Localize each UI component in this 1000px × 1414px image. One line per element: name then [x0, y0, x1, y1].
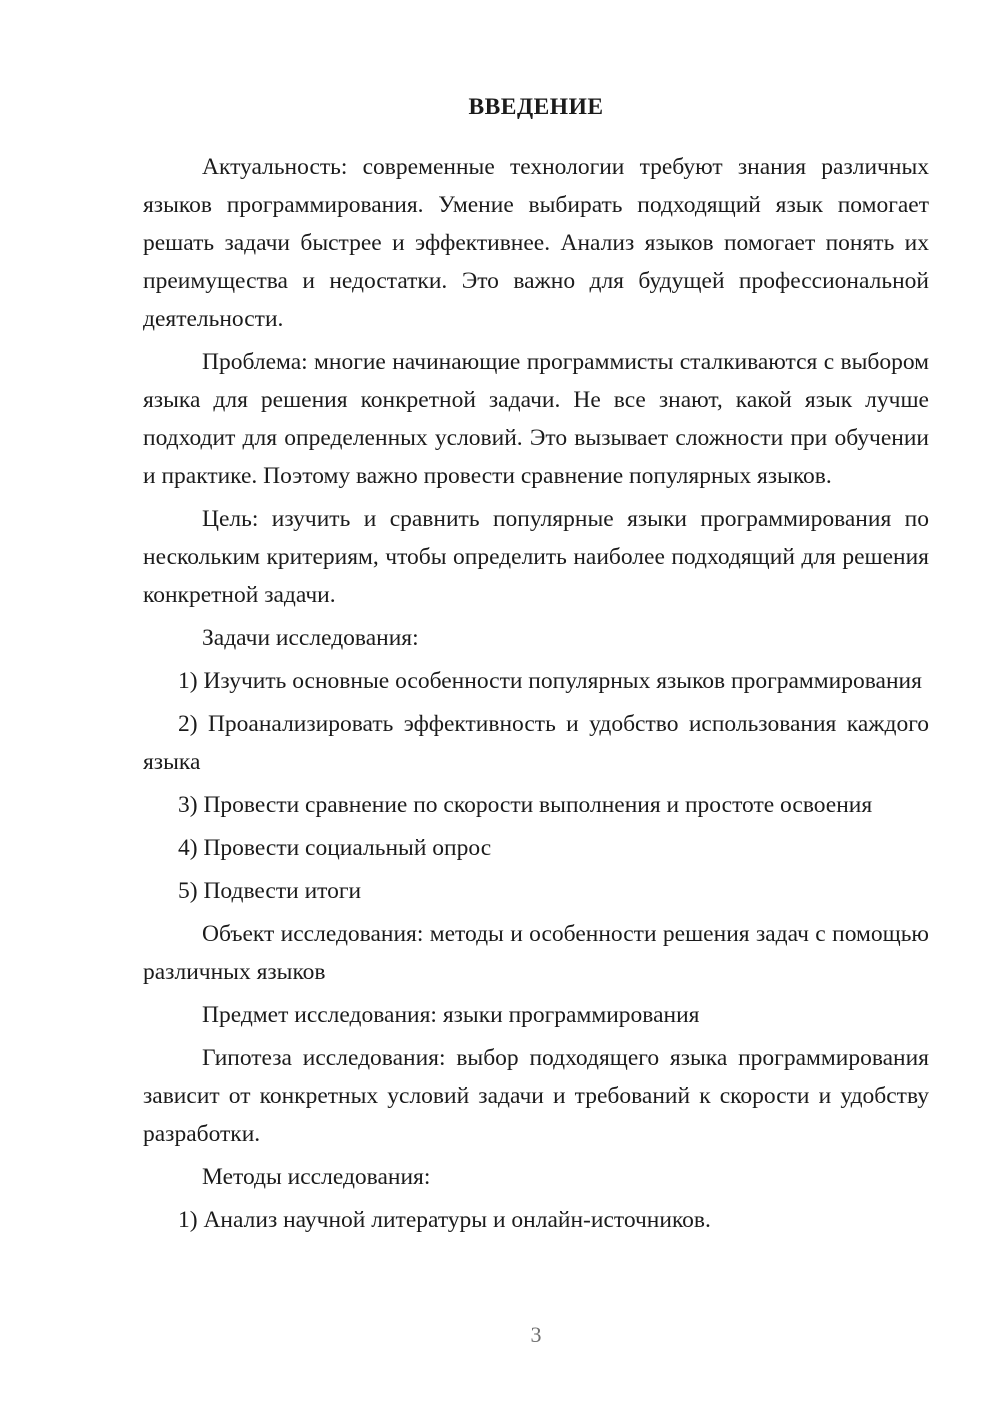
page-number: 3: [530, 1322, 542, 1347]
task-item-1: 1) Изучить основные особенности популярных языков программирования: [178, 668, 922, 694]
task-item-3: 3) Провести сравнение по скорости выполнения и простоте освоения: [178, 792, 873, 818]
paragraph-relevance: Актуальность: современные технологии требуют знания различных языков программирования. Умение выбирать подходящий язык помогает решать задачи быстрее и эффективнее. Анализ языков помогает понять их преимущества и недостатки. Это важно для будущей профессиональной деятельности.: [143, 154, 929, 332]
method-item-1: 1) Анализ научной литературы и онлайн-источников.: [178, 1207, 711, 1233]
heading-research-tasks: Задачи исследования:: [202, 625, 419, 651]
paragraph-research-subject: Предмет исследования: языки программирования: [202, 1002, 700, 1028]
paragraph-goal: Цель: изучить и сравнить популярные языки программирования по нескольким критериям, чтобы определить наиболее подходящий для решения конкретной задачи.: [143, 506, 929, 608]
paragraph-problem: Проблема: многие начинающие программисты сталкиваются с выбором языка для решения конкретной задачи. Не все знают, какой язык лучше подходит для определенных условий. Это вызывает сложности при обучении и практике. Поэтому важно провести сравнение популярных языков.: [143, 349, 929, 489]
page-title: ВВЕДЕНИЕ: [468, 94, 604, 120]
task-item-4: 4) Провести социальный опрос: [178, 835, 492, 861]
heading-research-methods: Методы исследования:: [202, 1164, 431, 1190]
task-item-2: 2) Проанализировать эффективность и удобство использования каждого языка: [143, 711, 929, 775]
task-item-5: 5) Подвести итоги: [178, 878, 362, 904]
paragraph-research-object: Объект исследования: методы и особенности решения задач с помощью различных языков: [143, 921, 929, 985]
paragraph-hypothesis: Гипотеза исследования: выбор подходящего языка программирования зависит от конкретных условий задачи и требований к скорости и удобству разработки.: [143, 1045, 929, 1147]
